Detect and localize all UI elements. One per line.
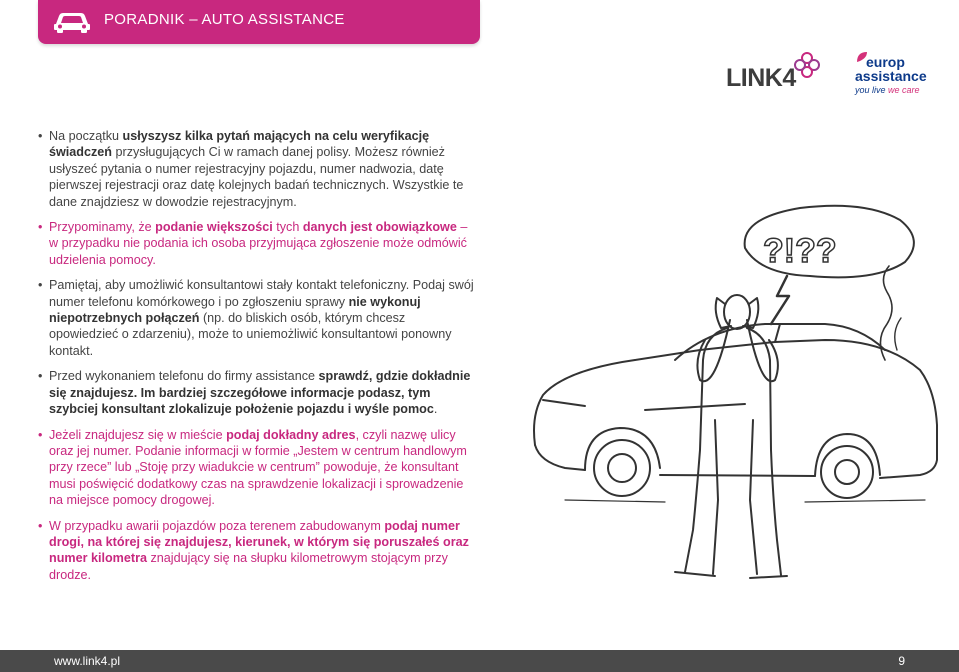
link4-logo <box>726 52 822 92</box>
car-icon <box>52 6 92 34</box>
man-on-phone-beside-broken-car-illustration <box>525 200 945 590</box>
page-number: 9 <box>898 654 905 668</box>
advice-bullet-2 <box>38 219 478 268</box>
text-segment: W przypadku awarii pojazdów poza terenem zabudowanym <box>49 518 385 533</box>
text-segment: Przypominamy, że <box>49 220 156 235</box>
text-segment: Jeżeli znajdujesz się w mieście <box>49 427 227 442</box>
bold-emphasis: podaj dokładny adres <box>226 427 356 442</box>
europ-tagline <box>855 85 920 95</box>
assistance-word: assistance <box>855 68 927 84</box>
bold-emphasis: danych jest obowiązkowe <box>302 220 457 235</box>
text-segment: Na początku <box>49 129 123 143</box>
text-segment: Przed wykonaniem telefonu do firmy assistance <box>49 369 319 384</box>
text-segment: . <box>433 402 438 417</box>
bold-emphasis: podanie większości <box>155 220 273 235</box>
bold-emphasis: podaj numer drogi, na której się znajdujesz, kierunek, w którym się poruszałeś oraz numer kilometra <box>49 518 469 566</box>
text-segment: – w przypadku nie podania ich osoba przyjmująca zgłoszenie może odmówić udzielenia pomocy. <box>49 220 468 267</box>
tagline-part-1: you live <box>855 85 886 95</box>
bold-emphasis: nie wykonuj niepotrzebnych połączeń <box>49 294 421 326</box>
text-segment: Pamiętaj, aby umożliwić konsultantowi stały kontakt telefoniczny. Podaj swój numer telefonu komórkowego i po zgłoszeniu sprawy <box>49 278 474 309</box>
advice-bullet-5 <box>38 427 478 509</box>
bold-emphasis: sprawdź, gdzie dokładnie się znajdujesz. Im bardziej szczegółowe informacje podasz, tym szybciej konsultant zlokalizuje położenie pojazdu i wyśle pomoc <box>49 369 471 417</box>
lightning-bolt <box>771 276 789 324</box>
link4-flower-icon <box>794 52 820 78</box>
text-segment: tych <box>272 220 303 235</box>
section-header-tab <box>38 0 480 44</box>
text-segment: , czyli nazwę ulicy oraz jej numer. Podanie informacji w formie „Jestem w centrum handlowym przy rzece” lub „Stoję przy wiadukcie w centrum” powoduje, że konsultant musi poświęcić dodatkowy czas na sprawdzenie lokalizacji i sprowadzenie na miejsce pomocy drogowej. <box>49 427 467 508</box>
advice-bullet-1 <box>38 128 478 210</box>
man-head <box>724 295 750 329</box>
europ-assistance-logo <box>850 50 927 98</box>
footer-bar <box>0 650 959 672</box>
text-segment: przysługujących Ci w ramach danej polisy. Możesz również usłyszeć pytania o numer rejestracyjny pojazdu, numer nadwozia, datę pierwszej rejestracji oraz datę kolejnych badań technicznych. Wszystkie te dane znajdziesz w dowodzie rejestracyjnym. <box>49 145 464 209</box>
bold-emphasis: usłyszysz kilka pytań mających na celu weryfikację świadczeń <box>49 129 430 160</box>
text-segment: (np. do bliskich osób, którym chcesz opowiedzieć o zdarzeniu), może to uniemożliwić konsultantowi ponowny kontakt. <box>49 311 452 358</box>
question-marks-text: ?!?? <box>763 232 837 270</box>
section-title: PORADNIK – AUTO ASSISTANCE <box>104 11 345 28</box>
link4-wordmark: LINK4 <box>726 64 796 92</box>
text-segment: znajdujący się na słupku kilometrowym stojącym przy drodze. <box>49 551 448 582</box>
tagline-part-2: we care <box>888 85 920 95</box>
smoke <box>880 266 892 360</box>
europ-word: europ <box>866 54 905 70</box>
man-body <box>685 328 727 572</box>
advice-list <box>38 128 478 592</box>
advice-bullet-3 <box>38 277 478 359</box>
advice-bullet-4 <box>38 368 478 417</box>
website-url[interactable]: www.link4.pl <box>54 654 121 668</box>
advice-bullet-6 <box>38 518 478 584</box>
